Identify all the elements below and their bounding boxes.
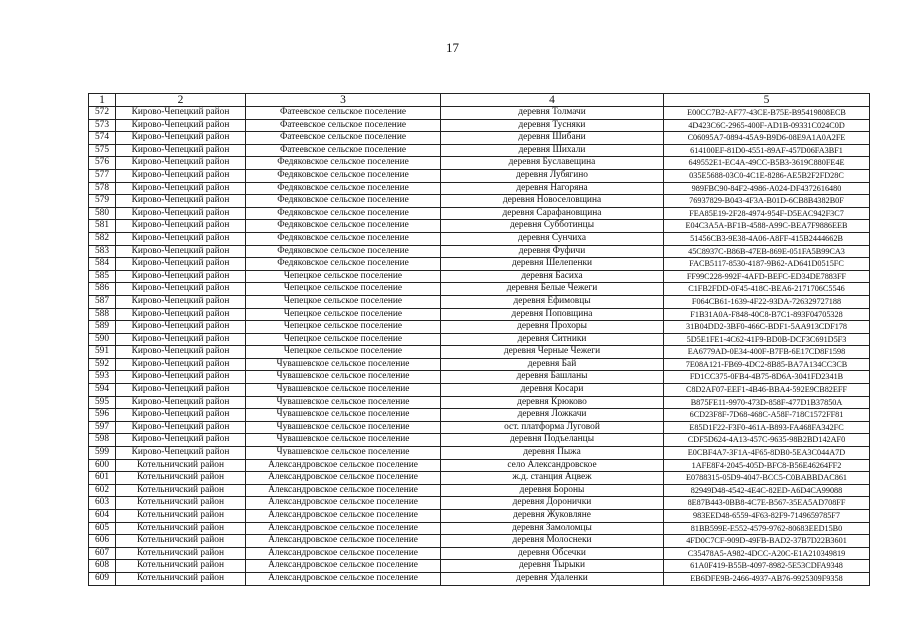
row-number: 580 (89, 207, 116, 220)
settlement-name: Федяковское сельское поселение (246, 169, 441, 182)
district-name: Котельничский район (116, 484, 246, 497)
table-row (89, 572, 870, 585)
settlement-name: Чепецкое сельское поселение (246, 308, 441, 321)
settlement-name: Александровское сельское поселение (246, 572, 441, 585)
settlement-name: Чепецкое сельское поселение (246, 270, 441, 283)
locality-name: деревня Фуфичи (441, 245, 664, 258)
row-number: 609 (89, 572, 116, 585)
settlement-name: Федяковское сельское поселение (246, 195, 441, 208)
locality-name: деревня Доронички (441, 497, 664, 510)
district-name: Кирово-Чепецкий район (116, 245, 246, 258)
locality-name: деревня Новоселовщина (441, 195, 664, 208)
row-number: 585 (89, 270, 116, 283)
table-row (89, 283, 870, 296)
district-name: Котельничский район (116, 572, 246, 585)
locality-name: деревня Басиха (441, 270, 664, 283)
row-number: 574 (89, 132, 116, 145)
district-name: Кирово-Чепецкий район (116, 270, 246, 283)
settlement-name: Фатеевское сельское поселение (246, 132, 441, 145)
locality-name: деревня Ситники (441, 333, 664, 346)
locality-name: деревня Молоснеки (441, 535, 664, 548)
guid-code: C06095A7-0894-45A9-B9D6-08E9A1A0A2FE (664, 132, 870, 145)
table-row (89, 396, 870, 409)
row-number: 587 (89, 295, 116, 308)
guid-code: 61A0F419-B55B-4097-8982-5E53CDFA9348 (664, 560, 870, 573)
table-body (89, 107, 870, 586)
table-row (89, 245, 870, 258)
guid-code: C35478A5-A982-4DCC-A20C-E1A210349819 (664, 547, 870, 560)
locality-name: деревня Бай (441, 358, 664, 371)
locality-name: село Александровское (441, 459, 664, 472)
guid-code: FF99C228-992F-4AFD-BEFC-ED34DE7883FF (664, 270, 870, 283)
district-name: Кирово-Чепецкий район (116, 434, 246, 447)
row-number: 588 (89, 308, 116, 321)
guid-code: 51456CB3-9E38-4A06-A8FF-415B2444662B (664, 232, 870, 245)
table-row (89, 157, 870, 170)
district-name: Котельничский район (116, 459, 246, 472)
row-number: 595 (89, 396, 116, 409)
row-number: 572 (89, 107, 116, 120)
settlement-name: Александровское сельское поселение (246, 535, 441, 548)
locality-name: деревня Башланы (441, 371, 664, 384)
header-col-1: 1 (89, 94, 116, 107)
guid-code: 6CD23F8F-7D68-468C-A58F-718C1572FF81 (664, 409, 870, 422)
settlement-name: Чувашевское сельское поселение (246, 396, 441, 409)
row-number: 598 (89, 434, 116, 447)
settlement-name: Федяковское сельское поселение (246, 220, 441, 233)
district-name: Кирово-Чепецкий район (116, 371, 246, 384)
table-row (89, 547, 870, 560)
settlement-name: Александровское сельское поселение (246, 547, 441, 560)
locality-name: деревня Шихали (441, 144, 664, 157)
settlement-name: Чувашевское сельское поселение (246, 384, 441, 397)
table-row (89, 169, 870, 182)
row-number: 581 (89, 220, 116, 233)
locality-name: деревня Сарафановщина (441, 207, 664, 220)
settlement-name: Чувашевское сельское поселение (246, 434, 441, 447)
guid-code: EB6DFE9B-2466-4937-AB76-9925309F9358 (664, 572, 870, 585)
locality-name: деревня Поповщина (441, 308, 664, 321)
table-row (89, 321, 870, 334)
table-row (89, 107, 870, 120)
guid-code: 82949D48-4542-4E4C-82ED-A6D4CA99088 (664, 484, 870, 497)
row-number: 606 (89, 535, 116, 548)
row-number: 589 (89, 321, 116, 334)
district-name: Кирово-Чепецкий район (116, 421, 246, 434)
guid-code: CDF5D624-4A13-457C-9635-98B2BD142AF0 (664, 434, 870, 447)
table-row (89, 497, 870, 510)
locality-name: деревня Нагоряна (441, 182, 664, 195)
locality-name: деревня Ложкачи (441, 409, 664, 422)
settlement-name: Чепецкое сельское поселение (246, 283, 441, 296)
table-row (89, 358, 870, 371)
locality-name: деревня Толмачи (441, 107, 664, 120)
row-number: 573 (89, 119, 116, 132)
settlement-name: Фатеевское сельское поселение (246, 107, 441, 120)
settlement-name: Чувашевское сельское поселение (246, 421, 441, 434)
table-row (89, 346, 870, 359)
guid-code: 614100EF-81D0-4551-89AF-457D06FA3BF1 (664, 144, 870, 157)
row-number: 591 (89, 346, 116, 359)
table-row (89, 384, 870, 397)
district-name: Кирово-Чепецкий район (116, 321, 246, 334)
district-name: Котельничский район (116, 522, 246, 535)
settlement-name: Чепецкое сельское поселение (246, 295, 441, 308)
table-row (89, 220, 870, 233)
settlement-name: Федяковское сельское поселение (246, 157, 441, 170)
guid-code: 035E5688-03C0-4C1E-8286-AE5B2F2FD28C (664, 169, 870, 182)
locality-name: деревня Шибани (441, 132, 664, 145)
locality-name: деревня Буславещина (441, 157, 664, 170)
guid-code: B875FE11-9970-473D-858F-477D1B37850A (664, 396, 870, 409)
settlement-name: Федяковское сельское поселение (246, 258, 441, 271)
page-number: 17 (446, 40, 459, 55)
district-name: Кирово-Чепецкий район (116, 119, 246, 132)
locality-name: деревня Косари (441, 384, 664, 397)
settlement-name: Федяковское сельское поселение (246, 232, 441, 245)
table-row (89, 421, 870, 434)
locality-name: деревня Ефимовцы (441, 295, 664, 308)
guid-code: 4FD0C7CF-909D-49FB-BAD2-37B7D22B3601 (664, 535, 870, 548)
locality-name: деревня Подъеланцы (441, 434, 664, 447)
table-row (89, 195, 870, 208)
header-col-5: 5 (664, 94, 870, 107)
table-row (89, 535, 870, 548)
header-col-4: 4 (441, 94, 664, 107)
district-name: Кирово-Чепецкий район (116, 308, 246, 321)
district-name: Кирово-Чепецкий район (116, 283, 246, 296)
guid-code: E00CC7B2-AF77-43CE-B75E-B95419808ECB (664, 107, 870, 120)
row-number: 590 (89, 333, 116, 346)
guid-code: C1FB2FDD-0F45-418C-BEA6-2171706C5546 (664, 283, 870, 296)
guid-code: F1B31A0A-F848-40C8-B7C1-893F04705328 (664, 308, 870, 321)
district-name: Кирово-Чепецкий район (116, 195, 246, 208)
table-row (89, 510, 870, 523)
settlement-name: Фатеевское сельское поселение (246, 119, 441, 132)
row-number: 602 (89, 484, 116, 497)
table-row (89, 459, 870, 472)
settlement-name: Александровское сельское поселение (246, 510, 441, 523)
settlement-name: Чепецкое сельское поселение (246, 321, 441, 334)
guid-code: 4D423C6C-2965-400F-AD1B-09331C024C0D (664, 119, 870, 132)
table-row (89, 232, 870, 245)
table-row (89, 295, 870, 308)
locality-name: деревня Черные Чежеги (441, 346, 664, 359)
district-name: Котельничский район (116, 510, 246, 523)
guid-code: FD1CC375-0FB4-4B75-8D6A-3041FD2341B (664, 371, 870, 384)
locality-name: деревня Субботинцы (441, 220, 664, 233)
locality-name: деревня Пыжа (441, 447, 664, 460)
table-row (89, 522, 870, 535)
row-number: 599 (89, 447, 116, 460)
locality-name: деревня Удаленки (441, 572, 664, 585)
locality-name: деревня Обсечки (441, 547, 664, 560)
guid-code: 8E87B443-0BB8-4C7E-B567-35EA5AD708FF (664, 497, 870, 510)
table-row (89, 447, 870, 460)
row-number: 594 (89, 384, 116, 397)
settlement-name: Чувашевское сельское поселение (246, 447, 441, 460)
guid-code: 45C8937C-B86B-47EB-869E-051FA5B99CA3 (664, 245, 870, 258)
guid-code: FACB5117-8530-4187-9B62-AD641D0515FC (664, 258, 870, 271)
row-number: 592 (89, 358, 116, 371)
table-row (89, 258, 870, 271)
guid-code: 5D5E1FE1-4C62-41F9-BD0B-DCF3C691D5F3 (664, 333, 870, 346)
row-number: 601 (89, 472, 116, 485)
row-number: 604 (89, 510, 116, 523)
district-name: Кирово-Чепецкий район (116, 169, 246, 182)
settlement-name: Федяковское сельское поселение (246, 182, 441, 195)
district-name: Кирово-Чепецкий район (116, 132, 246, 145)
table-row (89, 144, 870, 157)
guid-code: 989FBC90-84F2-4986-A024-DF4372616480 (664, 182, 870, 195)
row-number: 607 (89, 547, 116, 560)
registry-table (88, 93, 870, 586)
district-name: Кирово-Чепецкий район (116, 384, 246, 397)
locality-name: деревня Крюково (441, 396, 664, 409)
district-name: Кирово-Чепецкий район (116, 144, 246, 157)
locality-name: деревня Тырыки (441, 560, 664, 573)
row-number: 605 (89, 522, 116, 535)
guid-code: 31B04DD2-3BF0-466C-BDF1-5AA913CDF178 (664, 321, 870, 334)
table-row (89, 371, 870, 384)
guid-code: 76937829-B043-4F3A-B01D-6CB8B4382B0F (664, 195, 870, 208)
district-name: Кирово-Чепецкий район (116, 396, 246, 409)
district-name: Кирово-Чепецкий район (116, 182, 246, 195)
guid-code: 649552E1-EC4A-49CC-B5B3-3619C880FE4E (664, 157, 870, 170)
district-name: Котельничский район (116, 535, 246, 548)
row-number: 597 (89, 421, 116, 434)
guid-code: 1AFE8F4-2045-405D-BFC8-B56E46264FF2 (664, 459, 870, 472)
locality-name: деревня Замоломцы (441, 522, 664, 535)
district-name: Кирово-Чепецкий район (116, 220, 246, 233)
row-number: 584 (89, 258, 116, 271)
settlement-name: Чувашевское сельское поселение (246, 371, 441, 384)
district-name: Кирово-Чепецкий район (116, 207, 246, 220)
guid-code: E0CBF4A7-3F1A-4F65-8DB0-5EA3C044A7D (664, 447, 870, 460)
row-number: 603 (89, 497, 116, 510)
guid-code: F064CB61-1639-4F22-93DA-726329727188 (664, 295, 870, 308)
row-number: 583 (89, 245, 116, 258)
settlement-name: Чепецкое сельское поселение (246, 333, 441, 346)
row-number: 608 (89, 560, 116, 573)
locality-name: деревня Лубягино (441, 169, 664, 182)
locality-name: деревня Шелепенки (441, 258, 664, 271)
row-number: 575 (89, 144, 116, 157)
row-number: 582 (89, 232, 116, 245)
locality-name: деревня Тусняки (441, 119, 664, 132)
table-row (89, 308, 870, 321)
locality-name: деревня Белые Чежеги (441, 283, 664, 296)
table-row (89, 409, 870, 422)
district-name: Кирово-Чепецкий район (116, 409, 246, 422)
district-name: Котельничский район (116, 560, 246, 573)
settlement-name: Чувашевское сельское поселение (246, 409, 441, 422)
header-col-3: 3 (246, 94, 441, 107)
guid-code: E85D1F22-F3F0-461A-B893-FA468FA342FC (664, 421, 870, 434)
row-number: 586 (89, 283, 116, 296)
settlement-name: Федяковское сельское поселение (246, 207, 441, 220)
district-name: Кирово-Чепецкий район (116, 157, 246, 170)
settlement-name: Чепецкое сельское поселение (246, 346, 441, 359)
table-row (89, 560, 870, 573)
district-name: Котельничский район (116, 497, 246, 510)
district-name: Кирово-Чепецкий район (116, 333, 246, 346)
district-name: Кирово-Чепецкий район (116, 447, 246, 460)
guid-code: FEA85E19-2F28-4974-954F-D5EAC942F3C7 (664, 207, 870, 220)
settlement-name: Александровское сельское поселение (246, 472, 441, 485)
header-row (89, 94, 870, 107)
district-name: Кирово-Чепецкий район (116, 346, 246, 359)
locality-name: деревня Жуковляне (441, 510, 664, 523)
locality-name: деревня Прохоры (441, 321, 664, 334)
table-row (89, 132, 870, 145)
guid-code: E0788315-05D9-4047-BCC5-C0BABBDAC861 (664, 472, 870, 485)
row-number: 576 (89, 157, 116, 170)
row-number: 577 (89, 169, 116, 182)
table-row (89, 182, 870, 195)
guid-code: C8D2AF07-EEF1-4B46-BBA4-592E9CB82EFF (664, 384, 870, 397)
district-name: Котельничский район (116, 547, 246, 560)
guid-code: EA6779AD-0E34-400F-B7FB-6E17CD8F1598 (664, 346, 870, 359)
settlement-name: Александровское сельское поселение (246, 484, 441, 497)
district-name: Кирово-Чепецкий район (116, 232, 246, 245)
settlement-name: Александровское сельское поселение (246, 497, 441, 510)
settlement-name: Фатеевское сельское поселение (246, 144, 441, 157)
district-name: Котельничский район (116, 472, 246, 485)
locality-name: деревня Сунчиха (441, 232, 664, 245)
row-number: 600 (89, 459, 116, 472)
district-name: Кирово-Чепецкий район (116, 358, 246, 371)
locality-name: ост. платформа Луговой (441, 421, 664, 434)
table-row (89, 270, 870, 283)
guid-code: 983EED48-6559-4F63-82F9-7149659785F7 (664, 510, 870, 523)
table-row (89, 333, 870, 346)
locality-name: деревня Бороны (441, 484, 664, 497)
table-row (89, 207, 870, 220)
settlement-name: Александровское сельское поселение (246, 560, 441, 573)
settlement-name: Федяковское сельское поселение (246, 245, 441, 258)
district-name: Кирово-Чепецкий район (116, 107, 246, 120)
district-name: Кирово-Чепецкий район (116, 295, 246, 308)
table-row (89, 434, 870, 447)
header-col-2: 2 (116, 94, 246, 107)
settlement-name: Александровское сельское поселение (246, 522, 441, 535)
guid-code: 7E08A121-FB69-4DC2-8B85-BA7A134CC3CB (664, 358, 870, 371)
row-number: 578 (89, 182, 116, 195)
row-number: 596 (89, 409, 116, 422)
guid-code: 81BB599E-E552-4579-9762-80683EED15B0 (664, 522, 870, 535)
table-row (89, 119, 870, 132)
row-number: 579 (89, 195, 116, 208)
settlement-name: Александровское сельское поселение (246, 459, 441, 472)
district-name: Кирово-Чепецкий район (116, 258, 246, 271)
guid-code: E04C3A5A-BF1B-4588-A99C-BEA7F9886EEB (664, 220, 870, 233)
table-row (89, 484, 870, 497)
table-row (89, 472, 870, 485)
settlement-name: Чувашевское сельское поселение (246, 358, 441, 371)
row-number: 593 (89, 371, 116, 384)
locality-name: ж.д. станция Ацвеж (441, 472, 664, 485)
